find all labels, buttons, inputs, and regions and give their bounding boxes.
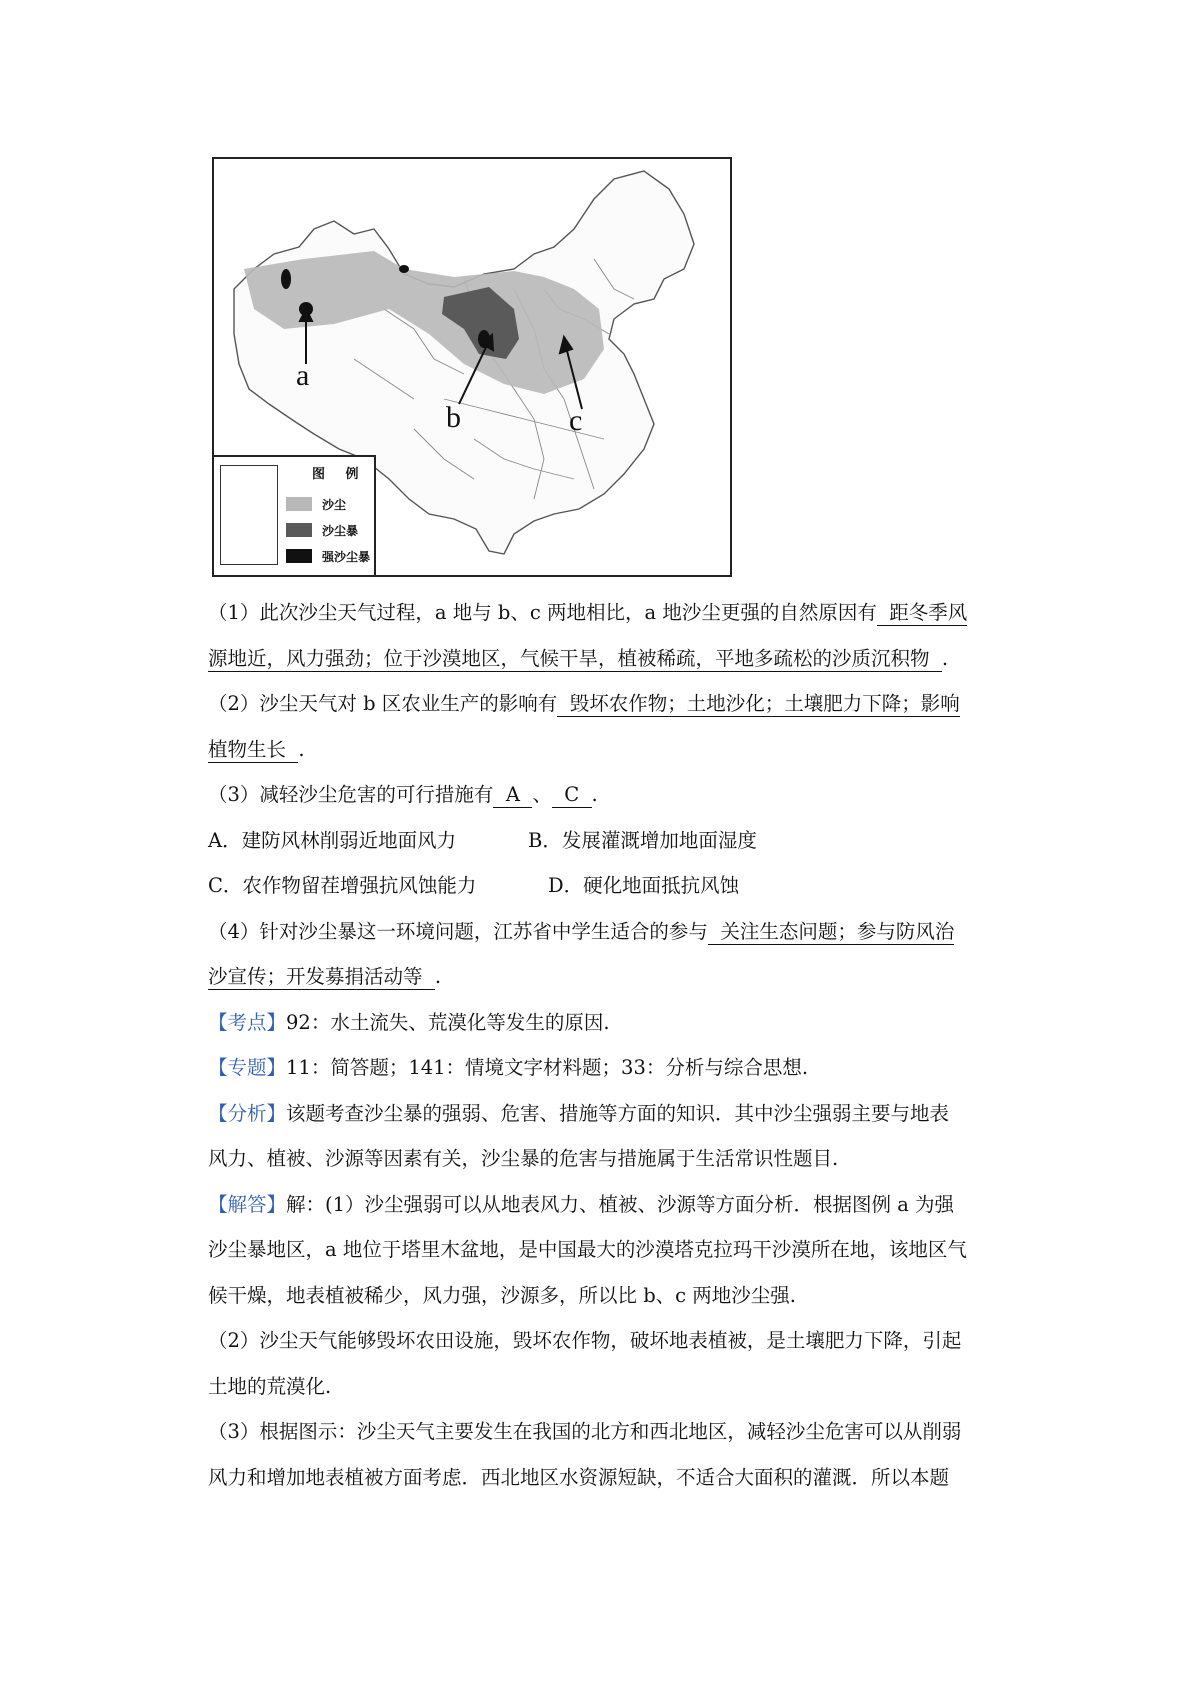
fenxi-line2: 风力、植被、沙源等因素有关，沙尘暴的危害与措施属于生活常识性题目. xyxy=(208,1147,839,1170)
q4-prefix: （4）针对沙尘暴这一环境问题，江苏省中学生适合的参与 xyxy=(208,919,708,943)
option-b: B．发展灌溉增加地面湿度 xyxy=(528,828,757,852)
q2-answer: 毁坏农作物；土地沙化；土壤肥力下降；影响 xyxy=(557,692,960,715)
legend-swatch xyxy=(286,497,312,511)
zhuanti-line xyxy=(208,1045,1020,1091)
legend-swatch xyxy=(286,549,312,563)
fenxi-text: 该题考查沙尘暴的强弱、危害、措施等方面的知识．其中沙尘强弱主要与地表 xyxy=(286,1101,950,1125)
q3-answer-1: A xyxy=(493,783,533,806)
label-a: a xyxy=(296,359,310,392)
jieda-line5: 土地的荒漠化. xyxy=(208,1374,332,1398)
q4-line1 xyxy=(208,909,1020,955)
q3-suffix: . xyxy=(591,783,598,806)
jieda-tag: 【解答】 xyxy=(208,1192,287,1216)
q2-line2 xyxy=(208,727,1020,773)
jieda-line1 xyxy=(208,1182,1020,1228)
q4-answer-cont: 沙宣传；开发募捐活动等 xyxy=(208,965,435,988)
option-c: C．农作物留茬增强抗风蚀能力 xyxy=(208,874,477,897)
q3-answer-2: C xyxy=(551,783,592,806)
q1-answer-cont: 源地近，风力强劲；位于沙漠地区，气候干旱，植被稀疏，平地多疏松的沙质沉积物 xyxy=(208,646,942,670)
jieda-line6: （3）根据图示：沙尘天气主要发生在我国的北方和西北地区，减轻沙尘危害可以从削弱 xyxy=(208,1420,962,1443)
legend-item-dust xyxy=(286,495,346,513)
q4-suffix: . xyxy=(434,965,442,988)
q2-prefix: （2）沙尘天气对 b 区农业生产的影响有 xyxy=(208,692,558,715)
q1-prefix: （1）此次沙尘天气过程，a 地与 b、c 两地相比，a 地沙尘更强的自然原因有 xyxy=(208,601,877,624)
map-legend xyxy=(214,455,376,575)
kaodian-text: 92：水土流失、荒漠化等发生的原因. xyxy=(286,1010,610,1034)
options-row-1 xyxy=(208,818,1020,864)
q2-answer-cont: 植物生长 xyxy=(208,737,299,761)
legend-label: 强沙尘暴 xyxy=(322,549,371,564)
jieda-line3: 候干燥，地表植被稀少，风力强，沙源多，所以比 b、c 两地沙尘强. xyxy=(208,1283,796,1307)
q1-answer: 距冬季风 xyxy=(876,601,968,624)
zhuanti-tag: 【专题】 xyxy=(208,1056,287,1079)
q2-line1 xyxy=(208,681,1020,727)
legend-item-sandstorm xyxy=(286,521,358,539)
option-d: D．硬化地面抵抗风蚀 xyxy=(548,874,740,897)
strong-sandstorm-spot xyxy=(281,269,291,289)
jieda-line4: （2）沙尘天气能够毁坏农田设施，毁坏农作物，破坏地表植被，是土壤肥力下降，引起 xyxy=(208,1329,962,1352)
legend-swatch xyxy=(286,523,312,537)
q1-line1 xyxy=(208,590,1020,636)
strong-sandstorm-spot xyxy=(399,265,409,273)
question-text xyxy=(208,590,1020,1500)
zhuanti-text: 11：简答题；141：情境文字材料题；33：分析与综合思想. xyxy=(286,1056,809,1079)
kaodian-line xyxy=(208,1000,1020,1046)
south-china-sea-inset xyxy=(220,465,278,565)
jieda-text: 解：(1）沙尘强弱可以从地表风力、植被、沙源等方面分析．根据图例 a 为强 xyxy=(286,1192,955,1216)
option-a: A．建防风林削弱近地面风力 xyxy=(208,828,457,852)
q3-separator: 、 xyxy=(532,783,552,806)
q3-line xyxy=(208,772,1020,818)
q3-prefix: （3）减轻沙尘危害的可行措施有 xyxy=(208,783,494,806)
options-row-2 xyxy=(208,863,1020,909)
label-c: c xyxy=(569,404,583,437)
label-b: b xyxy=(446,401,461,434)
legend-label: 沙尘暴 xyxy=(322,523,359,538)
q1-line2 xyxy=(208,636,1020,682)
q4-answer: 关注生态问题；参与防风治 xyxy=(707,919,955,943)
jieda-line7: 风力和增加地表植被方面考虑．西北地区水资源短缺，不适合大面积的灌溉．所以本题 xyxy=(208,1465,950,1489)
legend-item-strong-sandstorm xyxy=(286,547,370,565)
jieda-line2: 沙尘暴地区，a 地位于塔里木盆地，是中国最大的沙漠塔克拉玛干沙漠所在地，该地区气 xyxy=(208,1238,967,1261)
q2-suffix: . xyxy=(298,737,305,761)
legend-title: 图 例 xyxy=(312,467,367,482)
fenxi-tag: 【分析】 xyxy=(208,1101,287,1125)
fenxi-line1 xyxy=(208,1091,1020,1137)
q4-line2 xyxy=(208,954,1020,1000)
china-dust-map xyxy=(212,157,732,577)
kaodian-tag: 【考点】 xyxy=(208,1010,287,1034)
q1-suffix: . xyxy=(941,646,949,670)
legend-label: 沙尘 xyxy=(322,497,347,512)
